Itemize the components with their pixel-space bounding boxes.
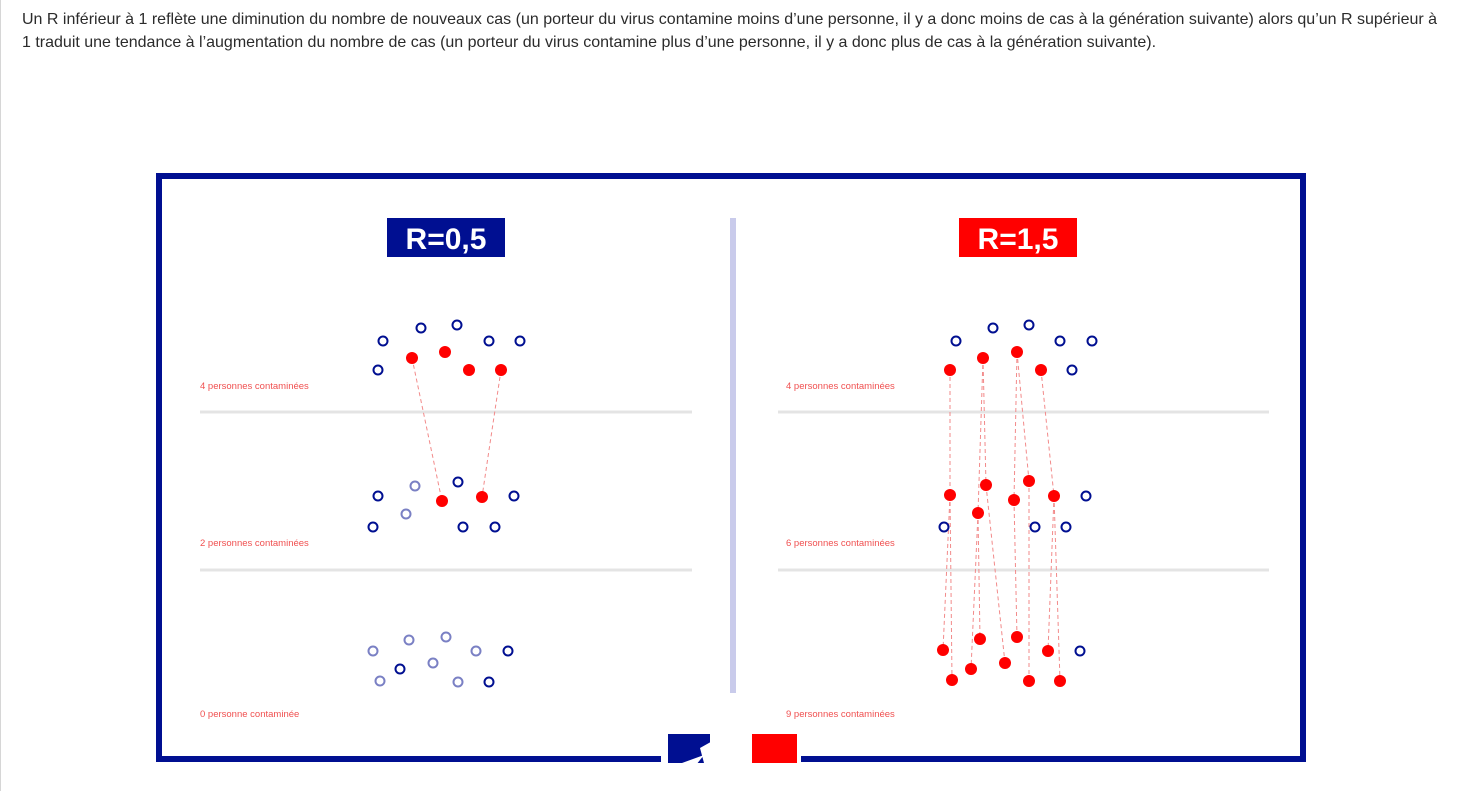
marianne-logo-icon	[668, 734, 797, 763]
person-infected	[406, 352, 418, 364]
person-infected	[1048, 490, 1060, 502]
person-infected	[1008, 494, 1020, 506]
person-healthy	[417, 324, 426, 333]
person-infected	[946, 674, 958, 686]
person-healthy	[940, 523, 949, 532]
person-healthy	[429, 659, 438, 668]
person-healthy	[402, 510, 411, 519]
panel-title-right-text: R=1,5	[977, 223, 1059, 256]
person-infected	[980, 479, 992, 491]
person-healthy	[485, 337, 494, 346]
person-infected	[495, 364, 507, 376]
page-left-border	[0, 0, 1, 791]
person-infected	[463, 364, 475, 376]
person-healthy	[1056, 337, 1065, 346]
person-healthy	[376, 677, 385, 686]
person-healthy	[472, 647, 481, 656]
link	[1041, 370, 1054, 496]
person-infected	[1023, 475, 1035, 487]
link	[482, 370, 501, 497]
person-infected	[972, 507, 984, 519]
figure-canvas	[156, 173, 1306, 763]
person-healthy	[411, 482, 420, 491]
person-healthy	[1031, 523, 1040, 532]
link	[412, 358, 442, 501]
person-healthy	[369, 523, 378, 532]
person-healthy	[1088, 337, 1097, 346]
row-label-right-gen3: 9 personnes contaminées	[786, 709, 895, 720]
person-healthy	[516, 337, 525, 346]
person-healthy	[459, 523, 468, 532]
person-infected	[1042, 645, 1054, 657]
person-healthy	[989, 324, 998, 333]
link	[1054, 496, 1060, 681]
person-healthy	[369, 647, 378, 656]
link	[943, 495, 950, 650]
person-healthy	[491, 523, 500, 532]
link	[978, 513, 980, 639]
person-healthy	[1025, 321, 1034, 330]
person-infected	[476, 491, 488, 503]
person-healthy	[1062, 523, 1071, 532]
row-label-left-gen3: 0 personne contaminée	[200, 709, 300, 720]
link	[978, 358, 983, 513]
person-healthy	[454, 678, 463, 687]
r-comparison-figure	[156, 173, 1306, 763]
person-infected	[1011, 631, 1023, 643]
panel-title-right	[959, 218, 1077, 257]
person-infected	[1035, 364, 1047, 376]
person-healthy	[485, 678, 494, 687]
person-healthy	[374, 492, 383, 501]
row-label-right-gen2: 6 personnes contaminées	[786, 538, 895, 549]
person-infected	[944, 364, 956, 376]
person-healthy	[1082, 492, 1091, 501]
row-label-left-gen1: 4 personnes contaminées	[200, 381, 309, 392]
link	[1048, 496, 1054, 651]
person-infected	[1011, 346, 1023, 358]
link	[971, 513, 978, 669]
person-infected	[937, 644, 949, 656]
link	[1014, 352, 1017, 500]
person-healthy	[1068, 366, 1077, 375]
person-infected	[944, 489, 956, 501]
link	[986, 485, 1005, 663]
row-label-right-gen1: 4 personnes contaminées	[786, 381, 895, 392]
people-left	[369, 321, 525, 687]
person-infected	[1023, 675, 1035, 687]
person-infected	[974, 633, 986, 645]
person-infected	[436, 495, 448, 507]
person-healthy	[405, 636, 414, 645]
logo-red-band	[752, 734, 797, 763]
person-healthy	[1076, 647, 1085, 656]
row-label-left-gen2: 2 personnes contaminées	[200, 538, 309, 549]
person-healthy	[396, 665, 405, 674]
person-healthy	[454, 478, 463, 487]
person-infected	[439, 346, 451, 358]
link	[1017, 352, 1029, 481]
person-healthy	[379, 337, 388, 346]
person-healthy	[952, 337, 961, 346]
link	[983, 358, 986, 485]
person-healthy	[510, 492, 519, 501]
person-infected	[999, 657, 1011, 669]
person-healthy	[374, 366, 383, 375]
panel-title-left	[387, 218, 505, 257]
person-infected	[977, 352, 989, 364]
person-infected	[965, 663, 977, 675]
person-healthy	[442, 633, 451, 642]
person-healthy	[453, 321, 462, 330]
person-infected	[1054, 675, 1066, 687]
link	[950, 495, 952, 680]
panel-title-left-text: R=0,5	[405, 223, 487, 256]
intro-paragraph: Un R inférieur à 1 reflète une diminution du nombre de nouveaux cas (un porteur du virus contamine moins d’une personne, il y a donc moins de cas à la génération suivante) alors qu’un R supérieur à 1 traduit une tendance à l’augmentation du nombre de cas (un porteur du virus contamine plus d’une personne, il y a donc plus de cas à la génération suivante).	[22, 11, 1438, 51]
person-healthy	[504, 647, 513, 656]
